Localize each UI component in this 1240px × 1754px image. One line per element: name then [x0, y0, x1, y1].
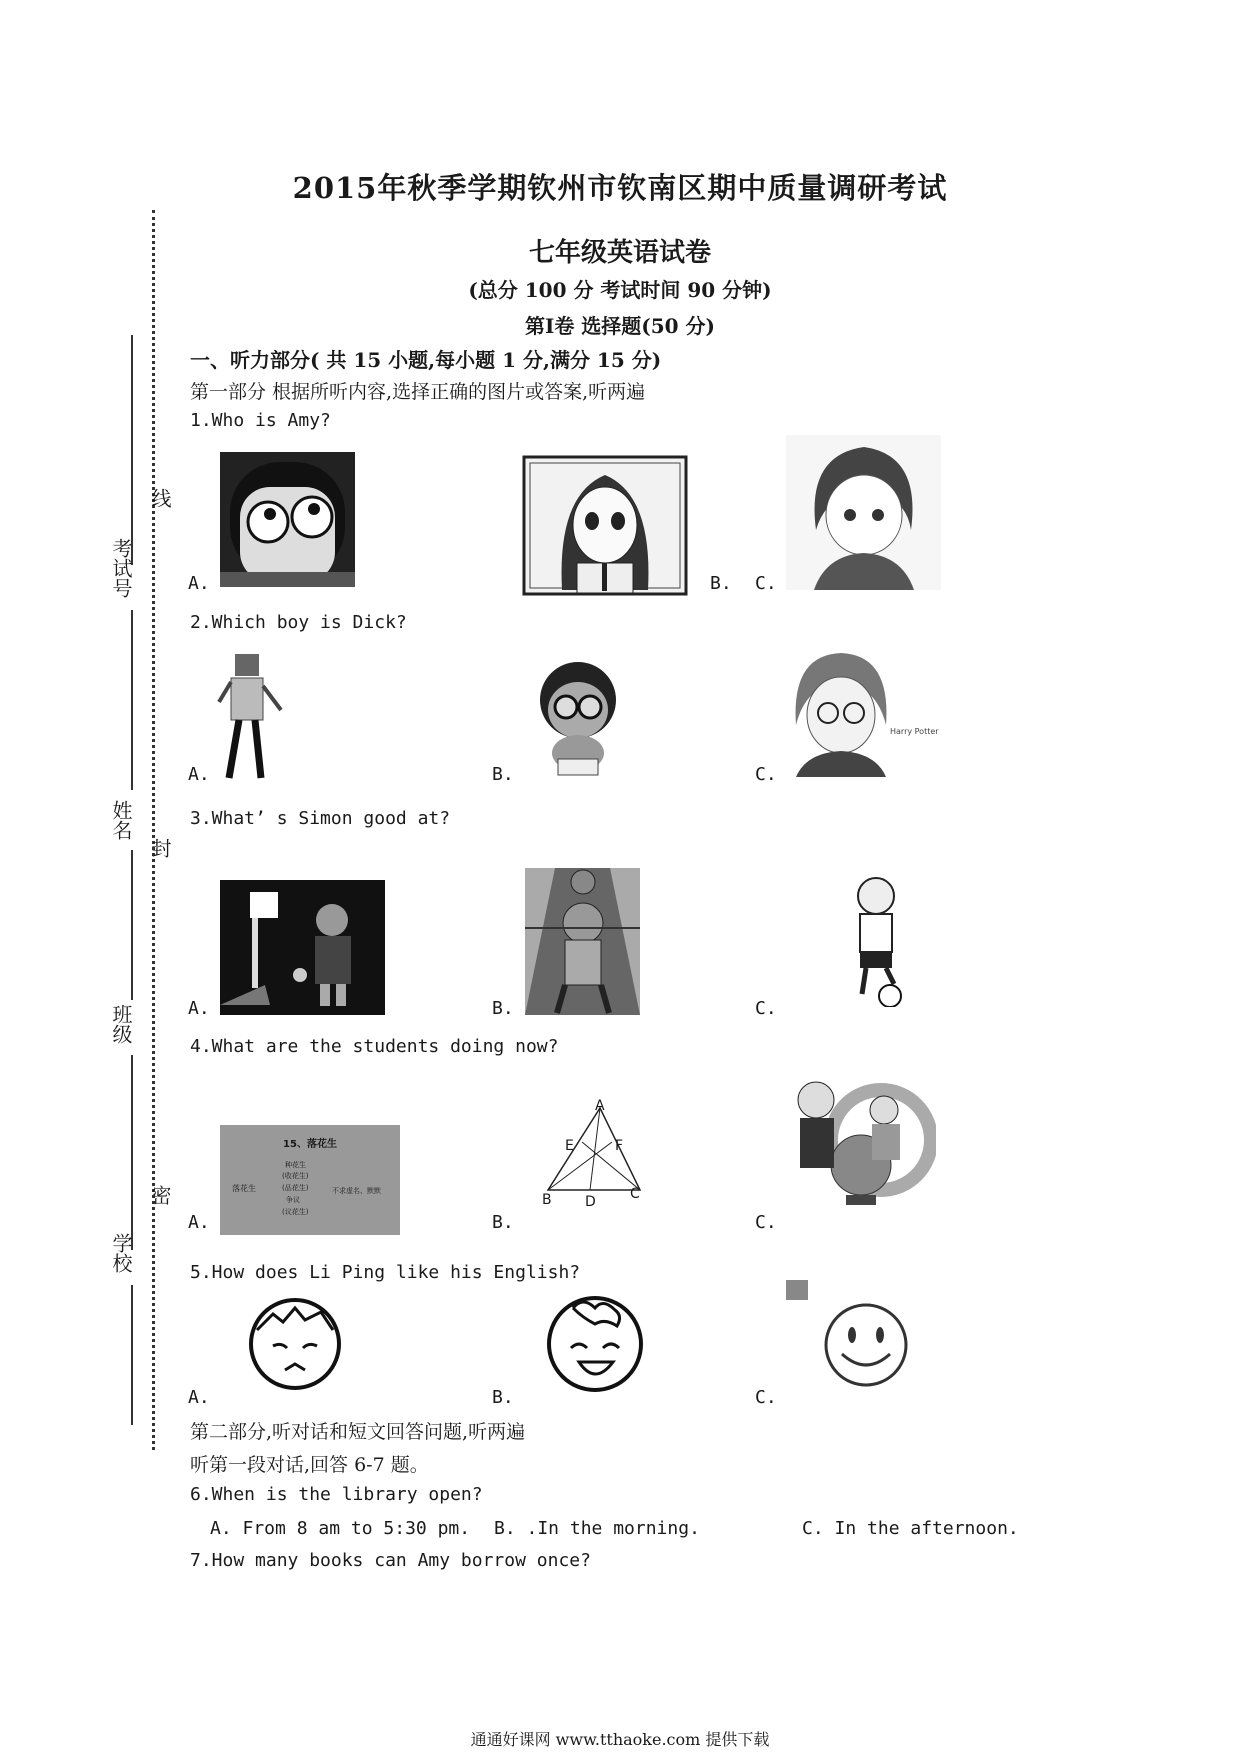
q4-option-c[interactable]: C.	[755, 1212, 777, 1233]
q1-image-a	[220, 452, 355, 587]
q1-image-b	[522, 455, 688, 596]
q3-option-b[interactable]: B.	[492, 998, 514, 1019]
q6-option-b[interactable]: B. .In the morning.	[494, 1518, 700, 1539]
binding-dotted-line	[152, 210, 155, 1450]
question-7: 7.How many books can Amy borrow once?	[190, 1550, 591, 1571]
binding-line-4	[131, 1055, 133, 1250]
q2-image-a	[215, 650, 285, 785]
q5-image-c	[786, 1280, 936, 1405]
q3-image-c	[828, 872, 923, 1007]
q2-image-b	[528, 655, 628, 777]
binding-line-5	[131, 1285, 133, 1425]
q4a-item-0: 种花生	[285, 1161, 306, 1169]
q5-option-c[interactable]: C.	[755, 1387, 777, 1408]
label-xian: 线	[148, 488, 172, 508]
q3-option-a[interactable]: A.	[188, 998, 210, 1019]
q4a-item-3: 争议	[286, 1196, 300, 1204]
label-name: 姓名	[109, 800, 133, 840]
q4b-point-e: E	[565, 1138, 574, 1154]
q2c-caption: Harry Potter	[890, 727, 939, 736]
q4-image-c	[786, 1070, 936, 1220]
question-4: 4.What are the students doing now?	[190, 1036, 559, 1057]
q4b-point-d: D	[585, 1194, 596, 1210]
q1-image-c	[786, 435, 941, 590]
q4b-point-b: B	[542, 1192, 552, 1208]
q5-image-b	[543, 1288, 648, 1396]
question-3: 3.What’ s Simon good at?	[190, 808, 451, 829]
q1-option-b[interactable]: B.	[710, 573, 732, 594]
exam-meta: (总分 100 分 考试时间 90 分钟)	[468, 278, 772, 302]
q4a-left: 落花生	[232, 1184, 256, 1193]
q1-option-a[interactable]: A.	[188, 573, 210, 594]
q4a-right: 不求虚名、默默	[332, 1187, 381, 1195]
q1-option-c[interactable]: C.	[755, 573, 777, 594]
q4b-point-f: F	[615, 1138, 624, 1154]
part2-heading: 第二部分,听对话和短文回答问题,听两遍	[190, 1421, 526, 1443]
binding-line-3	[131, 850, 133, 1000]
q4a-title: 15、落花生	[283, 1139, 337, 1150]
label-mi: 密	[148, 1185, 172, 1205]
question-2: 2.Which boy is Dick?	[190, 612, 407, 633]
label-class: 班级	[109, 1004, 133, 1044]
q4a-item-1: (收花生)	[282, 1172, 309, 1180]
q4a-item-2: (品花生)	[282, 1184, 309, 1192]
exam-title: 2015年秋季学期钦州市钦南区期中质量调研考试	[292, 171, 948, 205]
q5-option-b[interactable]: B.	[492, 1387, 514, 1408]
q5-option-a[interactable]: A.	[188, 1387, 210, 1408]
question-6: 6.When is the library open?	[190, 1484, 483, 1505]
q6-option-a[interactable]: A. From 8 am to 5:30 pm.	[210, 1518, 471, 1539]
q2-option-b[interactable]: B.	[492, 764, 514, 785]
q2-option-c[interactable]: C.	[755, 764, 777, 785]
q4b-point-a: A	[595, 1098, 605, 1114]
q3-option-c[interactable]: C.	[755, 998, 777, 1019]
part1-heading: 一、听力部分( 共 15 小题,每小题 1 分,满分 15 分)	[190, 348, 662, 372]
q4b-point-c: C	[630, 1186, 640, 1202]
part1-instruction: 第一部分 根据所听内容,选择正确的图片或答案,听两遍	[190, 381, 646, 403]
question-1: 1.Who is Amy?	[190, 410, 331, 431]
binding-line-2	[131, 610, 133, 790]
label-feng: 封	[148, 838, 172, 858]
q2-option-a[interactable]: A.	[188, 764, 210, 785]
page-footer: 通通好课网 www.tthaoke.com 提供下载	[470, 1730, 770, 1749]
part2-sub: 听第一段对话,回答 6-7 题。	[190, 1454, 429, 1476]
exam-subtitle: 七年级英语试卷	[528, 238, 711, 268]
label-school: 学校	[109, 1233, 133, 1273]
section-title: 第Ⅰ卷 选择题(50 分)	[524, 314, 716, 338]
question-5: 5.How does Li Ping like his English?	[190, 1262, 581, 1283]
q4-image-a	[220, 1125, 400, 1235]
q3-image-b	[525, 868, 640, 1015]
q4a-item-4: (议花生)	[282, 1208, 309, 1216]
q6-option-c[interactable]: C. In the afternoon.	[802, 1518, 1019, 1539]
q5-image-a	[243, 1290, 348, 1395]
q2-image-c	[786, 645, 896, 777]
q3-image-a	[220, 880, 385, 1015]
q4-option-b[interactable]: B.	[492, 1212, 514, 1233]
binding-line-1	[131, 335, 133, 565]
label-kaoshihao: 考试号	[109, 538, 133, 598]
q4-option-a[interactable]: A.	[188, 1212, 210, 1233]
